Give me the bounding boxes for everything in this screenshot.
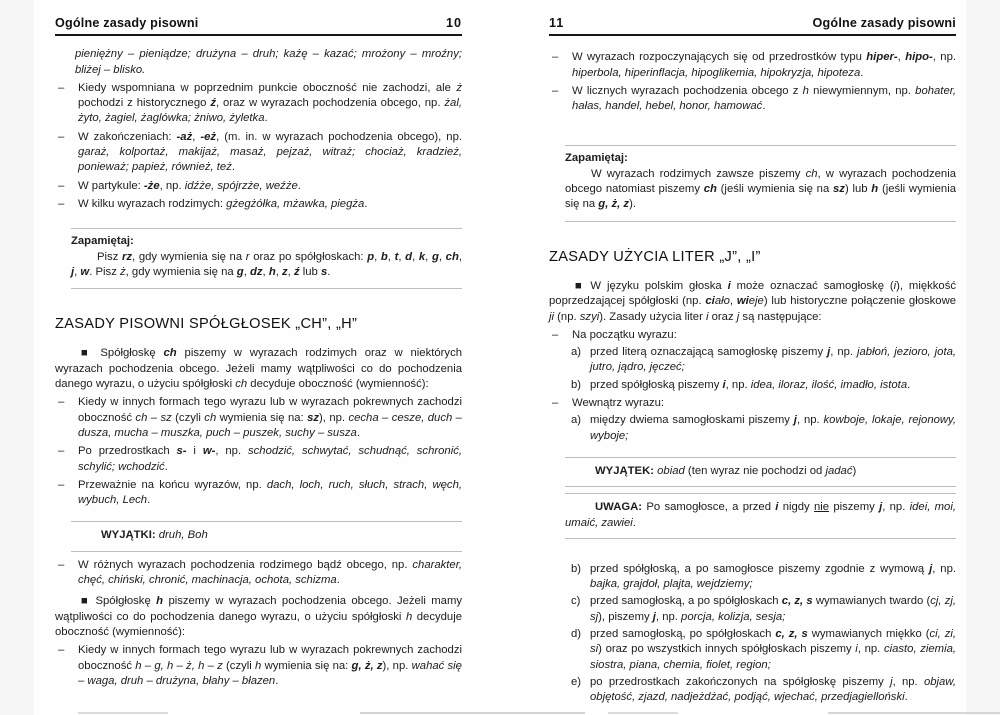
scan-artifact-line [608,712,678,714]
dash-marker: – [552,51,559,64]
letter-marker: b) [571,562,582,575]
lettered-list-item [571,345,956,376]
letter-marker: a) [571,414,582,427]
section-heading: ZASADY UŻYCIA LITER „J”, „I” [549,248,761,265]
exception-note [565,457,956,487]
lettered-list-item [571,594,956,625]
dash-item-text: W zakończeniach: -aż, -eż, (m. in. w wyrazach pochodzenia obcego), np. garaż, kolportaż, makijaż, masaż, pejzaż, witraż; chociaż, kradzież, ponieważ; papież, również, też. [78,130,463,174]
body-paragraph: ■ Spółgłoskę h piszemy w wyrazach pochodzenia obcego. Jeżeli mamy wątpliwości co do pochodzenia danego wyrazu, o użyciu spółgłoski h decyduje oboczność (wymienność): [55,595,462,638]
dash-marker: – [58,179,65,192]
scan-artifact-line [828,712,1000,714]
lettered-item-text: przed spółgłoską piszemy i, np. idea, iloraz, ilość, imadło, istota. [590,378,911,391]
note-label: Zapamiętaj: [565,152,628,165]
lettered-list-item [571,562,956,593]
spacer [549,114,956,129]
page-body [549,36,956,705]
continuation-paragraph: pieniężny – pieniądze; drużyna – druh; każę – kazać; mrożony – mroźny; bliżej – blisko. [75,48,462,76]
exception-text: WYJĄTEK: obiad (ten wyraz nie pochodzi od jadać) [595,464,857,477]
dash-marker: – [552,328,559,341]
scan-artifact-line [78,712,168,714]
dash-item-text: Kiedy w innych formach tego wyrazu lub w wyrazach pokrewnych zachodzi oboczność ch – sz (czyli ch wymienia się na: sz), np. cecha – cesze, duch – dusza, mucha – muszka, puch – puszek, suchy – susza. [78,396,462,439]
right-page [549,16,956,706]
dash-item-text: Kiedy w innych formach tego wyrazu lub w wyrazach pokrewnych zachodzi oboczność h – g, h – ż, h – z (czyli h wymienia się na: g, ż, z), np. wahać się – waga, druh – drużyna, błahy – błazen. [78,644,462,687]
spacer [549,545,956,560]
dash-item-text: Przeważnie na końcu wyrazów, np. dach, loch, ruch, słuch, strach, węch, wybuch, Lech. [78,478,462,507]
dash-marker: – [58,197,65,210]
dash-item-text: W wyrazach rozpoczynających się od przedrostków typu hiper-, hipo-, np. hiperbola, hiperinflacja, hipoglikemia, hipokryzja, hipoteza. [572,51,957,79]
dash-marker: – [552,84,559,97]
lettered-list-item [571,675,956,706]
lettered-item-text: po przedrostkach zakończonych na spółgłoskę piszemy j, np. objaw, objętość, zjazd, nadjeżdżać, podjąć, wjechać, przedjagielloński. [590,675,956,704]
page-number: 10 [445,16,462,30]
dash-marker: – [58,644,65,657]
dash-marker: – [58,445,65,458]
lettered-item-text: przed literą oznaczającą samogłoskę piszemy j, np. jabłoń, jezioro, jota, jutro, jądro, jęczeć; [590,346,957,374]
letter-marker: c) [571,595,581,608]
note-label: Zapamiętaj: [71,235,134,248]
exception-text: WYJĄTKI: druh, Boh [101,529,208,542]
note-text: Pisz rz, gdy wymienia się na r oraz po spółgłoskach: p, b, t, d, k, g, ch, j, w. Pisz ż, gdy wymienia się na g, dz, h, z, ź lub s. [71,250,462,278]
dash-item-text: W licznych wyrazach pochodzenia obcego z h niewymiennym, np. bohater, hałas, handel, hebel, honor, hamować. [572,84,957,113]
dash-item-text: W kilku wyrazach rodzimych: gżegżółka, mżawka, piegża. [78,197,368,210]
dash-list-item [549,328,956,343]
dash-marker: – [58,81,65,94]
page-title: Ogólne zasady pisowni [812,16,956,30]
lettered-item-text: przed samogłoską, a po spółgłoskach c, z, s wymawianych twardo (cj, zj, sj), piszemy j, np. porcja, kolizja, sesja; [590,595,957,623]
dash-list-item [549,84,956,115]
page-title: Ogólne zasady pisowni [55,16,199,30]
dash-marker: – [58,396,65,409]
letter-marker: d) [571,628,582,641]
dash-list-item [55,478,462,509]
lettered-list-item [571,378,956,393]
dash-list-item [55,643,462,689]
note-text: W wyrazach rodzimych zawsze piszemy ch, w wyrazach pochodzenia obcego natomiast piszemy ch (jeśli wymienia się na sz) lub h (jeśli wymienia się na g, ż, z). [565,167,956,211]
dash-marker: – [58,478,65,491]
scan-edge-left [0,0,34,715]
dash-list-item [55,130,462,176]
remember-note [565,145,956,221]
lettered-item-text: przed spółgłoską, a po samogłosce piszemy zgodnie z wymową j, np. bajka, grajdoł, plajta, wejdziemy; [590,562,956,591]
dash-item-text: Kiedy wspomniana w poprzednim punkcie oboczność nie zachodzi, ale ż pochodzi z historycznego ź, oraz w wyrazach pochodzenia obcego, np. żal, żyto, żagiel, żaglówka; żniwo, żyletka. [78,81,462,125]
lettered-list-item [571,627,956,673]
dash-item-text: Na początku wyrazu: [572,328,677,341]
dash-item-text: W partykule: -że, np. idźże, spójrzże, weźże. [78,179,301,192]
scan-artifact-line [360,712,585,714]
dash-list-item [55,444,462,475]
dash-item-text: W różnych wyrazach pochodzenia rodzimego bądź obcego, np. charakter, chęć, chiński, chronić, machinacja, ochota, schizma. [78,558,462,587]
left-page-header [55,16,462,36]
section-heading: ZASADY PISOWNI SPÓŁGŁOSEK „CH”, „H” [55,316,358,333]
dash-list-item [55,395,462,441]
exception-note [71,521,462,551]
letter-marker: a) [571,346,582,359]
dash-list-item [55,179,462,194]
page-number: 11 [549,16,565,30]
dash-list-item [55,197,462,212]
caution-note [565,493,956,539]
caution-text: UWAGA: Po samogłosce, a przed i nigdy nie piszemy j, np. idei, moi, umaić, zawiei. [565,501,956,529]
dash-marker: – [58,558,65,571]
dash-item-text: Wewnątrz wyrazu: [572,397,665,410]
body-paragraph: ■ Spółgłoskę ch piszemy w wyrazach rodzimych oraz w niektórych wyrazach pochodzenia obcego. Jeżeli mamy wątpliwości co do pochodzenia danego wyrazu, o użyciu spółgłoski ch decyduje oboczność (wymienność): [55,347,463,391]
dash-marker: – [552,397,559,410]
left-page [55,16,462,689]
lettered-item-text: przed samogłoską, po spółgłoskach c, z, s wymawianych miękko (ci, zi, si) oraz po wszystkich innych spółgłoskach piszemy i, np. ciasto, ziemia, siostra, piana, chemia, fiolet, region; [590,628,957,671]
dash-marker: – [58,130,65,143]
scan-edge-right [966,0,1000,715]
remember-note [71,228,462,289]
lettered-list-item [571,413,956,444]
right-page-header [549,16,956,36]
lettered-item-text: między dwiema samogłoskami piszemy j, np. kowboje, lokaje, rejonowy, wyboje; [590,414,956,442]
dash-list-item [55,81,462,127]
body-paragraph: ■ W języku polskim głoska i może oznaczać samogłoskę (i), miękkość poprzedzającej spółgłoski (np. ciało, wieje) lub historyczne połączenie głoskowe ji (np. szyi). Zasady użycia liter i oraz j są następujące: [549,279,957,323]
dash-list-item [549,50,956,81]
letter-marker: e) [571,675,582,688]
dash-list-item [55,558,462,589]
dash-list-item [549,396,956,411]
dash-item-text: Po przedrostkach s- i w-, np. schodzić, schwytać, schudnąć, schronić, schylić; wchodzić. [78,445,462,473]
letter-marker: b) [571,378,582,391]
page-body [55,36,462,689]
